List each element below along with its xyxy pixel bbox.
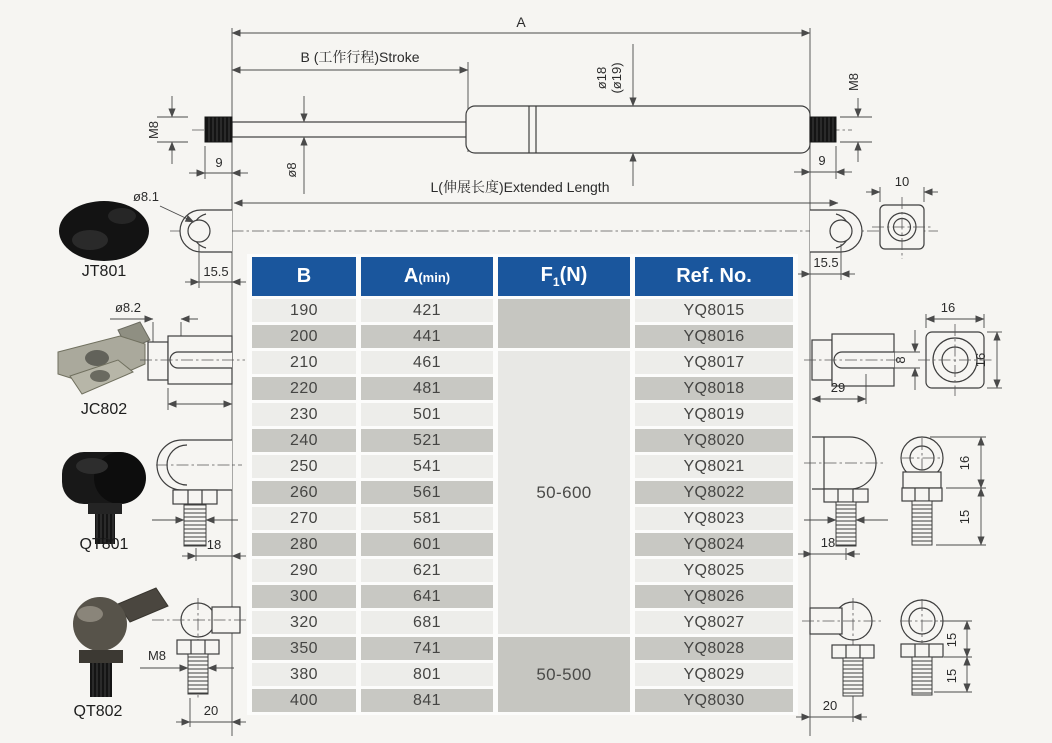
cell-ref-no: YQ8015 — [635, 299, 793, 322]
dim-ball-stud-h: 15 — [957, 509, 972, 525]
fitting-jt801 — [59, 201, 149, 280]
dim-pin-dia: ø8.2 — [114, 300, 142, 315]
table-header-row — [252, 257, 793, 296]
cell-stroke-b: 220 — [252, 377, 356, 400]
dim-slot-8: 8 — [893, 356, 908, 364]
right-stud — [810, 117, 836, 142]
qt801-label: QT801 — [79, 536, 129, 553]
cell-stroke-b: 280 — [252, 533, 356, 556]
table-row — [252, 299, 793, 322]
cell-stroke-b: 270 — [252, 507, 356, 530]
cell-ref-no: YQ8026 — [635, 585, 793, 608]
header-cell-1: A(min) — [361, 257, 493, 296]
ball-socket-detail-views — [796, 598, 972, 722]
cell-stroke-b: 350 — [252, 637, 356, 660]
cell-stroke-b: 230 — [252, 403, 356, 426]
dim-socket-eye-h: 15 — [944, 632, 959, 648]
cell-ref-no: YQ8019 — [635, 403, 793, 426]
cell-a-min: 801 — [361, 663, 493, 686]
dim-clevis-height: 16 — [973, 352, 988, 368]
cell-a-min: 561 — [361, 481, 493, 504]
dim-155-left: 15.5 — [203, 264, 229, 279]
dim-m8-right: M8 — [846, 72, 861, 92]
table-row — [252, 637, 793, 660]
cell-a-min: 581 — [361, 507, 493, 530]
dim-29: 29 — [830, 380, 846, 395]
dim-m8-left: M8 — [146, 120, 161, 140]
dim-tube-dia: ø18 — [594, 66, 609, 90]
cell-a-min: 501 — [361, 403, 493, 426]
qt802-label: QT802 — [73, 703, 123, 720]
cell-a-min: 521 — [361, 429, 493, 452]
cell-ref-no: YQ8025 — [635, 559, 793, 582]
spec-table — [247, 254, 798, 715]
cell-a-min: 621 — [361, 559, 493, 582]
header-cell-3: Ref. No. — [635, 257, 793, 296]
cell-ref-no: YQ8018 — [635, 377, 793, 400]
fitting-qt801 — [62, 440, 246, 561]
dim-9-right: 9 — [818, 153, 826, 168]
jt801-label: JT801 — [81, 263, 127, 280]
header-cell-2: $F_1(N)$ — [498, 257, 630, 296]
left-stud — [205, 117, 232, 142]
cell-a-min: 841 — [361, 689, 493, 712]
cell-force-range: 50-500 — [498, 637, 630, 712]
cell-ref-no: YQ8027 — [635, 611, 793, 634]
cell-ref-no: YQ8030 — [635, 689, 793, 712]
cell-stroke-b: 250 — [252, 455, 356, 478]
dim-rod-dia: ø8 — [284, 162, 299, 178]
cell-force-range — [498, 299, 630, 348]
dim-clevis-width: 16 — [940, 300, 956, 315]
dim-a-label: A — [516, 14, 526, 30]
extended-length-label: L(伸展长度)Extended Length — [430, 179, 610, 195]
cell-ref-no: YQ8029 — [635, 663, 793, 686]
dim-m8-qt802: M8 — [147, 648, 167, 663]
header-cell-0: B — [252, 257, 356, 296]
cell-stroke-b: 320 — [252, 611, 356, 634]
dim-10: 10 — [894, 174, 910, 189]
cell-ref-no: YQ8028 — [635, 637, 793, 660]
cell-ref-no: YQ8020 — [635, 429, 793, 452]
fitting-qt802 — [73, 588, 248, 727]
cell-a-min: 541 — [361, 455, 493, 478]
ball-joint-detail-views — [798, 437, 986, 560]
cell-stroke-b: 380 — [252, 663, 356, 686]
dim-9-left: 9 — [215, 155, 223, 170]
cell-force-range: 50-600 — [498, 351, 630, 634]
jc802-label: JC802 — [80, 401, 128, 418]
cell-stroke-b: 200 — [252, 325, 356, 348]
cell-ref-no: YQ8016 — [635, 325, 793, 348]
cell-stroke-b: 190 — [252, 299, 356, 322]
cell-stroke-b: 300 — [252, 585, 356, 608]
dim-b-stroke-label: B (工作行程)Stroke — [300, 49, 420, 65]
cell-stroke-b: 240 — [252, 429, 356, 452]
dim-20-left: 20 — [203, 703, 219, 718]
cell-ref-no: YQ8022 — [635, 481, 793, 504]
cell-a-min: 421 — [361, 299, 493, 322]
cell-a-min: 681 — [361, 611, 493, 634]
cell-a-min: 461 — [361, 351, 493, 374]
cell-a-min: 641 — [361, 585, 493, 608]
cell-stroke-b: 210 — [252, 351, 356, 374]
cell-a-min: 601 — [361, 533, 493, 556]
dim-eyelet-hole-dia: ø8.1 — [132, 189, 160, 204]
cell-ref-no: YQ8021 — [635, 455, 793, 478]
clevis-detail-views — [804, 300, 1002, 404]
dim-socket-stud-h: 15 — [944, 668, 959, 684]
cell-a-min: 481 — [361, 377, 493, 400]
dim-155-right: 15.5 — [813, 255, 839, 270]
dim-20-right: 20 — [822, 698, 838, 713]
dim-18-left: 18 — [206, 537, 222, 552]
dim-18-right: 18 — [820, 535, 836, 550]
cell-stroke-b: 290 — [252, 559, 356, 582]
cell-a-min: 741 — [361, 637, 493, 660]
cell-ref-no: YQ8017 — [635, 351, 793, 374]
dim-tube-dia-alt: (ø19) — [609, 62, 624, 94]
table-row — [252, 351, 793, 374]
fitting-jc802 — [58, 300, 245, 418]
cell-stroke-b: 260 — [252, 481, 356, 504]
cell-a-min: 441 — [361, 325, 493, 348]
cell-ref-no: YQ8023 — [635, 507, 793, 530]
dim-ball-eye-h: 16 — [957, 455, 972, 471]
cell-ref-no: YQ8024 — [635, 533, 793, 556]
jt801-photo — [59, 201, 149, 261]
cell-stroke-b: 400 — [252, 689, 356, 712]
